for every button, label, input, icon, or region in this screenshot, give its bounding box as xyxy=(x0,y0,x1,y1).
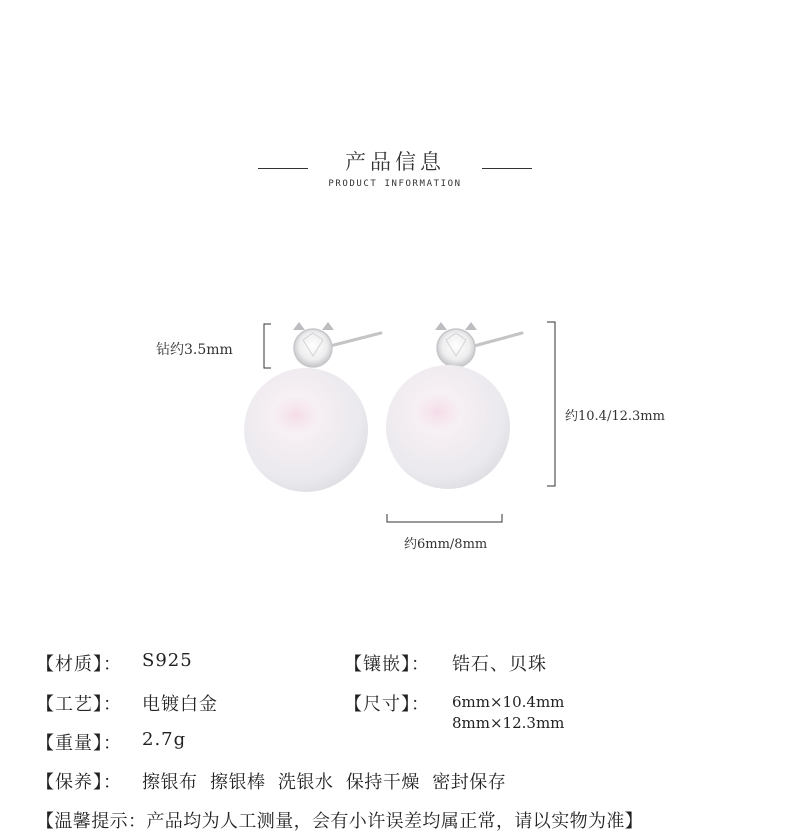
notice-text: 【温馨提示：产品均为人工测量，会有小许误差均属正常，请以实物为准】 xyxy=(36,811,644,832)
weight-label: 【重量】： xyxy=(36,733,122,754)
zircon-stone xyxy=(437,329,475,367)
material-label: 【材质】： xyxy=(36,654,122,675)
material-value: S925 xyxy=(142,650,193,671)
earring-right xyxy=(386,322,522,489)
inlay-value: 锆石、贝珠 xyxy=(452,654,547,675)
size-value-1: 6mm×10.4mm xyxy=(452,693,565,711)
width-label: 约6mm/8mm xyxy=(404,537,488,552)
stone-size-label: 钻约3.5mm xyxy=(156,342,233,358)
earring-left xyxy=(244,322,381,492)
stone-size-bracket xyxy=(264,324,271,368)
page-subtitle: PRODUCT INFORMATION xyxy=(328,179,462,189)
zircon-stone xyxy=(294,329,332,367)
care-value: 擦银布 擦银棒 洗银水 保持干燥 密封保存 xyxy=(142,772,507,793)
craft-value: 电镀白金 xyxy=(142,694,218,715)
height-bracket xyxy=(547,322,555,486)
inlay-label: 【镶嵌】： xyxy=(344,654,430,675)
care-label: 【保养】： xyxy=(36,772,122,793)
page-title: 产品信息 xyxy=(345,150,445,174)
height-label: 约10.4/12.3mm xyxy=(565,409,665,424)
craft-label: 【工艺】： xyxy=(36,694,122,715)
size-label: 【尺寸】： xyxy=(344,694,430,715)
width-bracket xyxy=(387,514,502,522)
size-value-2: 8mm×12.3mm xyxy=(452,714,565,732)
weight-value: 2.7g xyxy=(142,729,187,750)
